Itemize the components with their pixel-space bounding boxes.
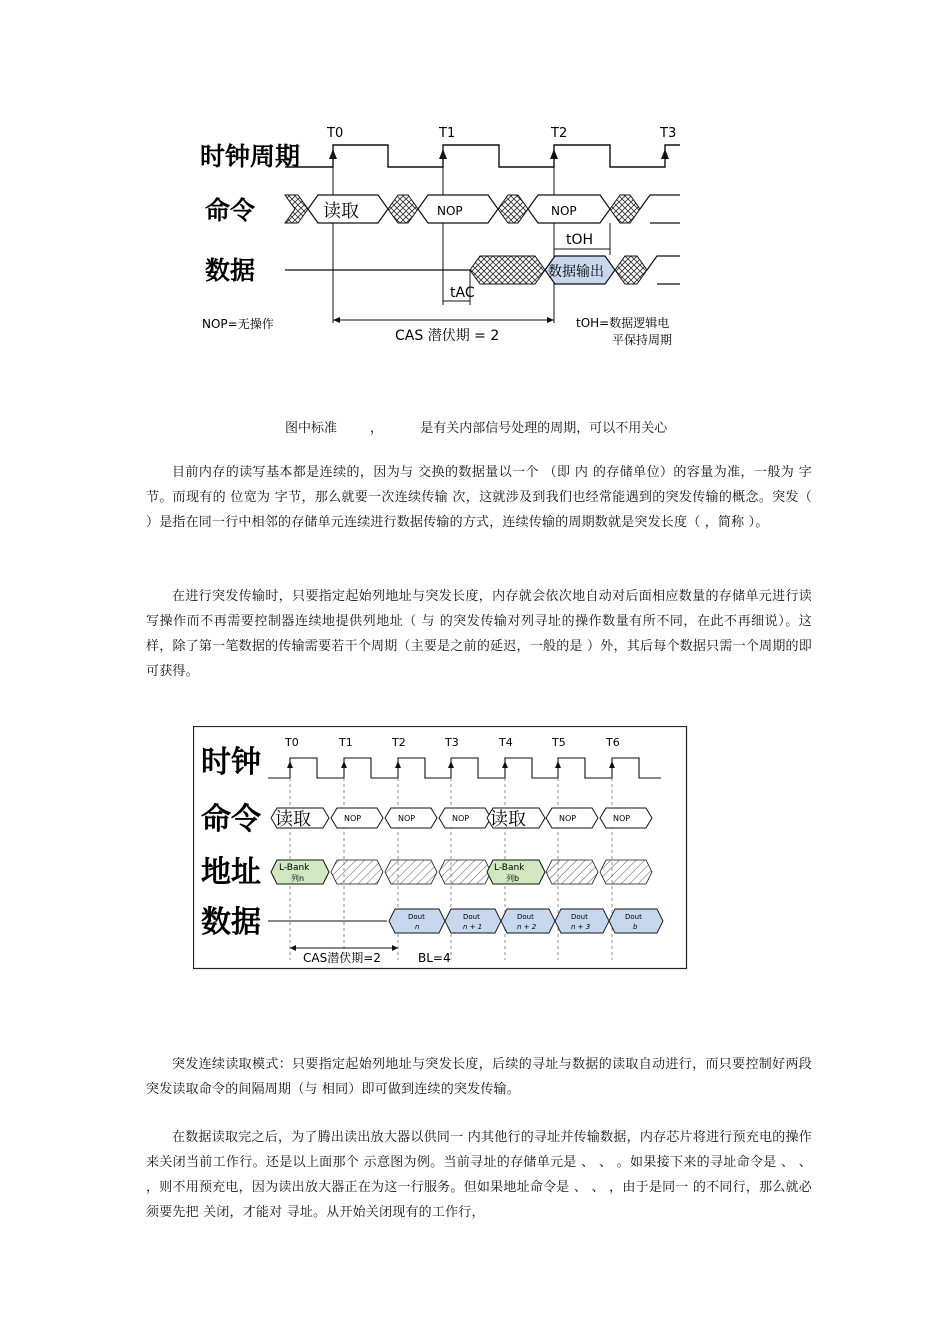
clock-edge-arrow	[439, 149, 447, 159]
dout-sub: n + 3	[571, 923, 591, 931]
bank-label: L-Bank	[279, 863, 310, 873]
command-label: 读取	[490, 809, 526, 830]
clock-label-t2: T2	[551, 126, 568, 141]
dout-label: Dout	[517, 913, 534, 921]
bank-col-label: 列n	[291, 874, 305, 883]
clock-waveform	[285, 145, 680, 167]
dout-label: Dout	[625, 913, 642, 921]
burst-length-label: BL=4	[418, 951, 451, 965]
command-read-label: 读取	[323, 201, 359, 222]
command-row-label: 命令	[205, 196, 256, 225]
command-label: NOP	[613, 814, 631, 823]
command-hatch	[388, 195, 418, 223]
dout-label: Dout	[571, 913, 588, 921]
command-hatch	[498, 195, 528, 223]
clock-label-t3: T3	[445, 736, 459, 749]
address-row-label: 地址	[201, 855, 261, 890]
clock-edge-arrow	[329, 149, 337, 159]
clock-label-t2: T2	[392, 736, 406, 749]
dout-label: Dout	[463, 913, 480, 921]
data-output-label: 数据输出	[548, 264, 604, 280]
paragraph-1: 目前内存的读写基本都是连续的，因为与 交换的数据量以一个 （即 内 的存储单位）的容量为准，一般为 字节。而现有的 位宽为 字节，那么就要一次连续传输 次，这就涉及到我们也经常能遇到的突发传输的概念。突发（ ）是指在同一行中相邻的存储单元连续进行数据传输的方式，连续传输的周期数就是突发长度（ ，简称 ）。	[146, 465, 812, 530]
bank-label: L-Bank	[494, 863, 525, 873]
clock-row-label: 时钟	[201, 745, 261, 780]
clock-label-t5: T5	[552, 736, 566, 749]
cas-latency-label: CAS 潜伏期 = 2	[395, 328, 500, 344]
command-row-label: 命令	[201, 802, 261, 837]
cas-latency-label: CAS潜伏期=2	[303, 951, 381, 965]
timing-diagram-2	[193, 726, 688, 970]
command-nop-label-2: NOP	[551, 204, 577, 218]
figure-caption: 图中标准 ， 是有关内部信号处理的周期，可以不用关心	[285, 421, 668, 436]
clock-edge-arrow	[661, 149, 669, 159]
dout-sub: n + 2	[517, 923, 537, 931]
clock-row-label: 时钟周期	[200, 142, 301, 171]
command-hatch-start	[285, 195, 308, 223]
nop-note: NOP=无操作	[202, 317, 274, 331]
command-label: NOP	[344, 814, 362, 823]
timing-diagram-1	[190, 115, 690, 355]
clock-label-t1: T1	[339, 736, 353, 749]
clock-label-t0: T0	[285, 736, 299, 749]
dout-label: Dout	[408, 913, 425, 921]
toh-note-line2: 平保持周期	[612, 333, 673, 347]
paragraph-3: 突发连续读取模式：只要指定起始列地址与突发长度，后续的寻址与数据的读取自动进行，而只要控制好两段突发读取命令的间隔周期（与 相同）即可做到连续的突发传输。	[146, 1057, 812, 1097]
clock-label-t0: T0	[327, 126, 344, 141]
clock-label-t1: T1	[439, 126, 456, 141]
command-label: NOP	[559, 814, 577, 823]
command-hatch-end	[610, 195, 640, 223]
clock-label-t3: T3	[660, 126, 677, 141]
toh-note-line1: tOH=数据逻辑电	[576, 316, 670, 330]
tac-label: tAC	[450, 285, 475, 301]
command-label: NOP	[452, 814, 470, 823]
clock-edge-arrow	[550, 149, 558, 159]
clock-label-t4: T4	[499, 736, 513, 749]
bank-col-label: 列b	[506, 874, 520, 883]
data-row-label: 数据	[201, 905, 261, 940]
toh-label: tOH	[566, 232, 594, 248]
data-row-label: 数据	[205, 256, 256, 285]
clock-label-t6: T6	[606, 736, 620, 749]
dout-sub: n + 1	[463, 923, 483, 931]
dout-sub: b	[633, 923, 638, 931]
command-label: NOP	[398, 814, 416, 823]
data-invalid-hatch	[470, 256, 545, 284]
dout-sub: n	[415, 923, 420, 931]
data-hatch-end	[615, 256, 647, 284]
command-nop-label-1: NOP	[437, 204, 463, 218]
paragraph-2: 在进行突发传输时，只要指定起始列地址与突发长度，内存就会依次地自动对后面相应数量的存储单元进行读 写操作而不再需要控制器连续地提供列地址（ 与 的突发传输对列寻址的操作数量有所不同，在此不再细说）。这样，除了第一笔数据的传输需要若干个周期（主要是之前的延迟，一般的是 ）外，其后每个数据只需一个周期的即可获得。	[146, 589, 812, 679]
paragraph-4: 在数据读取完之后，为了腾出读出放大器以供同一 内其他行的寻址并传输数据，内存芯片将进行预充电的操作来关闭当前工作行。还是以上面那个 示意图为例。当前寻址的存储单元是 、 、 。如果接下来的寻址命令是 、 、 ，则不用预充电，因为读出放大器正在为这一行服务。但如果地址命令是 、 、 ，由于是同一 的不同行，那么就必须要先把 关闭，才能对 寻址。从开始关闭现有的工作行，	[146, 1130, 812, 1220]
command-label: 读取	[275, 809, 311, 830]
